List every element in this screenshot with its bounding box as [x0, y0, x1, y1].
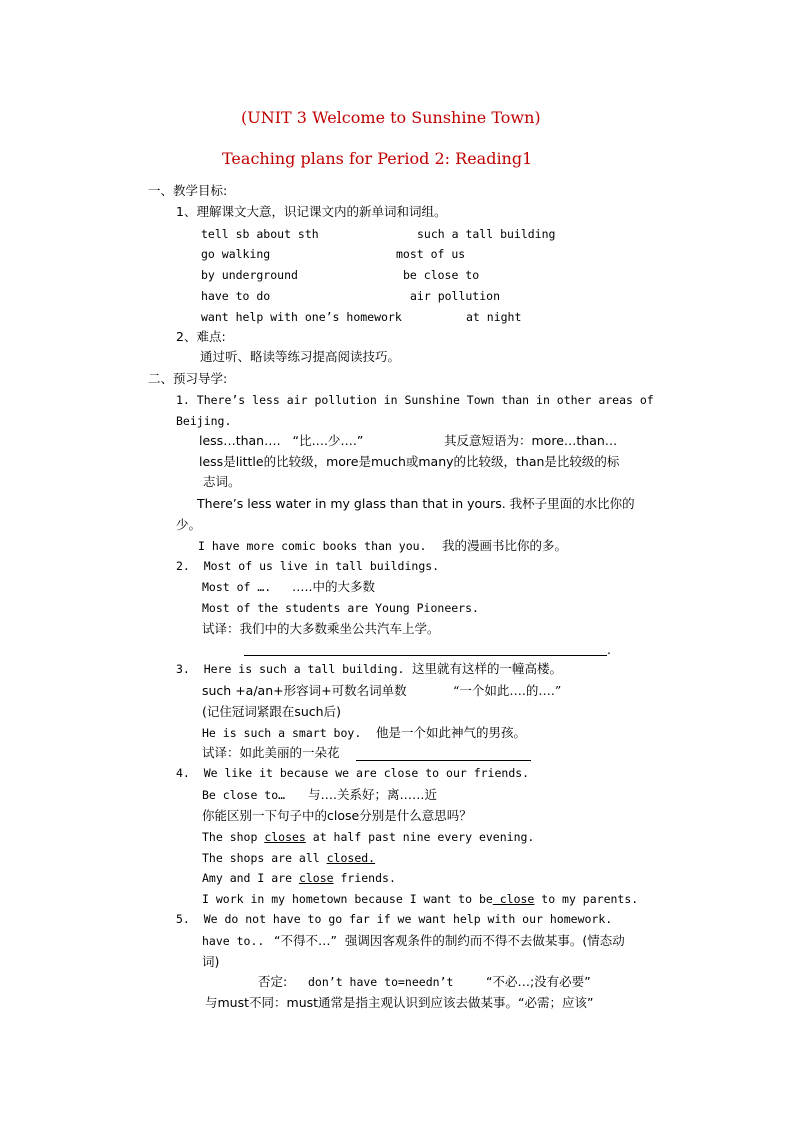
item-4-example-2: The shops are all closed. [202, 851, 376, 865]
item-5-meaning-cont: 词) [202, 954, 220, 969]
item-2-sentence: 2. Most of us live in tall buildings. [176, 559, 440, 573]
item-5-must-note: 与must不同：must通常是指主观认识到应该去做某事。“必需；应该” [205, 995, 594, 1010]
item-5-negative-label: 否定: [258, 974, 288, 989]
goal-2: 2、难点: [176, 329, 226, 344]
page-title: (UNIT 3 Welcome to Sunshine Town) [241, 108, 541, 127]
item-3-example: He is such a smart boy. [202, 726, 362, 740]
phrase: air pollution [410, 289, 501, 303]
phrase: want help with one’s homework [201, 310, 402, 324]
item-4-phrase: Be close to… [202, 788, 286, 802]
page-subtitle: Teaching plans for Period 2: Reading1 [222, 149, 533, 168]
item-4-example-3: Amy and I are close friends. [202, 871, 396, 885]
item-3-translation: 这里就有这样的一幢高楼。 [412, 661, 563, 676]
phrase: at night [466, 310, 522, 324]
item-1-note: less是little的比较级，more是much或many的比较级，than是比较级的标 [199, 454, 620, 469]
item-1-example-cont: 少。 [176, 517, 202, 532]
item-5-meaning: “不得不…” 强调因客观条件的制约而不得不去做某事。(情态动 [274, 933, 625, 948]
item-4-meaning: 与….关系好；离……近 [308, 787, 437, 802]
phrase: be close to [403, 268, 480, 282]
goal-2-text: 通过听、略读等练习提高阅读技巧。 [200, 349, 401, 364]
item-3-answer-blank[interactable] [356, 760, 531, 761]
item-3-exercise: 试译：如此美丽的一朵花 [202, 745, 340, 760]
item-2-answer-end: . [607, 642, 611, 657]
item-4-example-4: I work in my hometown because I want to be close to my parents. [202, 892, 639, 906]
item-1-phrase: less…than…. “比….少….” [199, 433, 364, 448]
phrase: most of us [396, 247, 466, 261]
phrase: such a tall building [417, 227, 556, 241]
section-1-heading: 一、教学目标: [148, 183, 228, 198]
item-3-structure: such +a/an+形容词+可数名词单数 [202, 683, 407, 698]
item-1-example: There’s less water in my glass than that in yours. 我杯子里面的水比你的 [197, 496, 635, 511]
item-1-example-2: I have more comic books than you. [198, 539, 427, 553]
phrase: go walking [201, 247, 271, 261]
item-4-example-1: The shop closes at half past nine every evening. [202, 830, 535, 844]
item-3-meaning: “一个如此….的….” [453, 683, 562, 698]
item-1-note-cont: 志词。 [203, 474, 241, 489]
phrase: have to do [201, 289, 271, 303]
phrase: tell sb about sth [201, 227, 319, 241]
item-2-exercise: 试译：我们中的大多数乘坐公共汽车上学。 [202, 621, 440, 636]
item-3-example-translation: 他是一个如此神气的男孩。 [376, 725, 527, 740]
item-2-phrase: Most of …. [202, 580, 272, 594]
item-4-sentence: 4. We like it because we are close to our friends. [176, 766, 530, 780]
phrase: by underground [201, 268, 298, 282]
item-1-sentence: 1. There’s less air pollution in Sunshine Town than in other areas of [176, 393, 654, 407]
section-2-heading: 二、预习导学: [148, 371, 228, 386]
item-5-phrase: have to.. [202, 934, 265, 948]
item-2-example: Most of the students are Young Pioneers. [202, 601, 479, 615]
item-1-antonym: 其反意短语为：more…than… [444, 433, 618, 448]
item-3-note: (记住冠词紧跟在such后) [202, 704, 341, 719]
item-3-sentence: 3. Here is such a tall building. [176, 662, 405, 676]
item-4-question: 你能区别一下句子中的close分别是什么意思吗？ [202, 808, 472, 823]
item-2-answer-blank[interactable] [244, 655, 607, 656]
goal-1: 1、理解课文大意，识记课文内的新单词和词组。 [176, 204, 447, 219]
item-2-meaning: …..中的大多数 [292, 579, 375, 594]
item-1-sentence-cont: Beijing. [176, 414, 232, 428]
item-5-negative-meaning: “不必…;没有必要” [486, 974, 591, 989]
item-5-sentence: 5. We do not have to go far if we want help with our homework. [176, 912, 613, 926]
item-5-negative-form: don’t have to=needn’t [308, 975, 454, 989]
item-1-example-2-translation: 我的漫画书比你的多。 [442, 538, 568, 553]
